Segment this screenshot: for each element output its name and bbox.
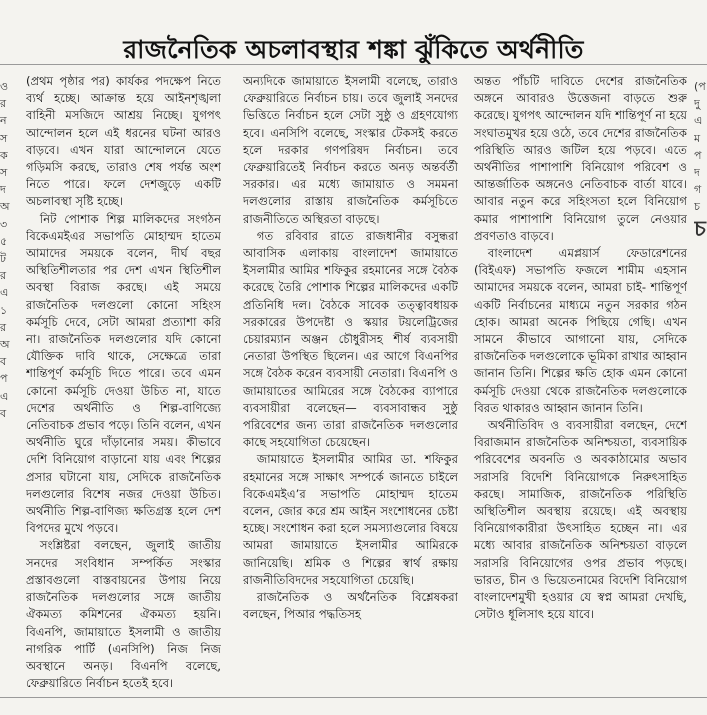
- headline-rule: [0, 64, 707, 65]
- paragraph: গত রবিবার রাতে রাজধানীর বসুন্ধরা আবাসিক এলাকায় বাংলাদেশ জামায়াতে ইসলামীর আমির শফিকুর রহমানের সঙ্গে বৈঠক করেছে তৈরি পোশাক শিল্পের মালিকদের একটি প্রতিনিধি দল। বৈঠকে সাবেক তত্ত্বাবধায়ক সরকারের উপদেষ্টা ও স্কয়ার টয়লেট্রিজের চেয়ারম্যান অঞ্জন চৌধুরীসহ শীর্ষ ব্যবসায়ী নেতারা উপস্থিত ছিলেন। এর আগে বিএনপির সঙ্গে বৈঠক করেন ব্যবসায়ী নেতারা। বিএনপি ও জামায়াতের আমিরের সঙ্গে বৈঠকের ব্যাপারে ব্যবসায়ীরা বলেছেন— ব্যবসাবান্ধব সুষ্ঠু পরিবেশের জন্য তারা রাজনৈতিক দলগুলোর কাছে সহযোগিতা চেয়েছেন।: [243, 228, 458, 450]
- article-column-left: [26, 73, 221, 691]
- footer-rule: [0, 697, 707, 698]
- paragraph: জামায়াতে ইসলামীর আমির ডা. শফিকুর রহমানের সঙ্গে সাক্ষাৎ সম্পর্কে জানতে চাইলে বিকেএমইএ’র সভাপতি মোহাম্মদ হাতেম বলেন, জোর করে শ্রম আইন সংশোধনের চেষ্টা হচ্ছে। সংশোধন করা হলে সমস্যাগুলোর বিষয়ে আমরা জামায়াতে ইসলামীর আমিরকে জানিয়েছি। শ্রমিক ও শিল্পের স্বার্থ রক্ষায় রাজনীতিবিদদের সহযোগিতা চেয়েছি।: [243, 452, 458, 587]
- article-column-right: [474, 73, 687, 691]
- paragraph: অর্থনীতিবিদ ও ব্যবসায়ীরা বলছেন, দেশে বিরাজমান রাজনৈতিক অনিশ্চয়তা, ব্যবসায়িক পরিবেশের অবনতি ও অবকাঠামোর অভাব সরাসরি বিদেশি বিনিয়োগকে নিরুৎসাহিত করছে। সামাজিক, রাজনৈতিক পরিস্থিতি অস্থিতিশীল অবস্থায় রয়েছে। এই অবস্থায় বিনিয়োগকারীরা উৎসাহিত হচ্ছেন না। এর মধ্যে আবার রাজনৈতিক অনিশ্চয়তা বাড়লে সরাসরি বিনিয়োগের ওপর প্রভাব পড়ছে। ভারত, চীন ও ভিয়েতনামের বিদেশি বিনিয়োগ বাংলাদেশমুখী হওয়ার যে স্বপ্ন আমরা দেখছি, সেটাও ধূলিসাৎ হয়ে যাবে।: [474, 418, 687, 622]
- paragraph: রাজনৈতিক ও অর্থনৈতিক বিশ্লেষকরা বলছেন, পিআর পদ্ধতিসহ: [243, 590, 458, 622]
- article-column-middle: [243, 73, 458, 691]
- next-headline-fragment: [0, 700, 707, 715]
- paragraph: বাংলাদেশ এমপ্লয়ার্স ফেডারেশনের (বিইএফ) সভাপতি ফজলে শামীম এহসান আমাদের সময়কে বলেন, আমরা চাই- শান্তিপূর্ণ একটি নির্বাচনের মাধ্যমে নতুন সরকার গঠন হোক। আমরা অনেক পিছিয়ে গেছি। এখন সামনে কীভাবে আগানো যায়, সেদিকে রাজনৈতিক দলগুলোকে ভূমিকা রাখার আহ্বান জানান তিনি। শিল্পের ক্ষতি হোক এমন কোনো কর্মসূচি দেওয়া থেকে রাজনৈতিক দলগুলোকে বিরত থাকারও আহ্বান জানান তিনি।: [474, 246, 687, 415]
- paragraph: সংশ্লিষ্টরা বলছেন, জুলাই জাতীয় সনদের সংবিধান সম্পর্কিত সংস্কার প্রস্তাবগুলো বাস্তবায়নের উপায় নিয়ে রাজনৈতিক দলগুলোর সঙ্গে জাতীয় ঐকমত্য কমিশনের ঐকমত্য হয়নি। বিএনপি, জামায়াতে ইসলামী ও জাতীয় নাগরিক পার্টি (এনসিপি) নিজ নিজ অবস্থানে অনড়। বিএনপি বলেছে, ফেব্রুয়ারিতে নির্বাচন হতেই হবে।: [26, 538, 221, 691]
- paragraph: অন্যদিকে জামায়াতে ইসলামী বলেছে, তারাও ফেব্রুয়ারিতে নির্বাচন চায়। তবে জুলাই সনদের ভিত্তিতে নির্বাচন হলে সেটা সুষ্ঠু ও গ্রহণযোগ্য হবে। এনসিপি বলেছে, সংস্কার টেকসই করতে হলে দরকার গণপরিষদ নির্বাচন। তবে ফেব্রুয়ারিতেই নির্বাচন করতে অনড় অন্তর্বর্তী সরকার। এর মধ্যে জামায়াত ও সমমনা দলগুলোর রাস্তায় রাজনৈতিক কর্মসূচিতে রাজনীতিতে অস্থিরতা বাড়ছে।: [243, 74, 458, 226]
- adjacent-article-right-edge: [694, 78, 707, 244]
- article-headline: রাজনৈতিক অচলাবস্থার শঙ্কা ঝুঁকিতে অর্থনীতি: [123, 35, 584, 64]
- adjacent-article-left-edge: ও র ন স ক স দ অ ৩ ৫ ট র এ ১ র অ ব প এ ব: [0, 80, 10, 420]
- paragraph: অন্তত পাঁচটি দাবিতে দেশের রাজনৈতিক অঙ্গনে আবারও উত্তেজনা বাড়তে শুরু করেছে। যুগপৎ আন্দোলন যদি শান্তিপূর্ণ না হয়ে সংঘাতমুখর হয়ে ওঠে, তবে দেশের রাজনৈতিক পরিস্থিতি আরও জটিল হয়ে পড়বে। এতে অর্থনীতির পাশাপাশি বিনিয়োগ পরিবেশ ও আন্তর্জাতিক অঙ্গনেও নেতিবাচক বার্তা যাবে। আবার নতুন করে সহিংসতা হলে বিনিয়োগ কমার পাশাপাশি বিনিয়োগ তুলে নেওয়ার প্রবণতাও বাড়বে।: [474, 74, 687, 243]
- paragraph: নিট পোশাক শিল্প মালিকদের সংগঠন বিকেএমইএর সভাপতি মোহাম্মদ হাতেম আমাদের সময়কে বলেন, দীর্ঘ বছর অস্থিতিশীলতার পর দেশ এখন স্থিতিশীল অবস্থা বিরাজ করছে। এই সময়ে রাজনৈতিক দলগুলো কোনো সহিংস কর্মসূচি দেবে, সেটা আমরা প্রত্যাশা করি না। রাজনৈতিক দলগুলোর যদি কোনো যৌক্তিক দাবি থাকে, সেক্ষেত্রে তারা শান্তিপূর্ণ কর্মসূচি দিতে পারে। তবে এমন কোনো কর্মসূচি দেওয়া উচিত না, যাতে দেশের অর্থনীতি ও শিল্প-বাণিজ্যে নেতিবাচক প্রভাব পড়ে। তিনি বলেন, এখন অর্থনীতি ঘুরে দাঁড়ানোর সময়। কীভাবে দেশি বিনিয়োগ বাড়ানো যায় এবং শিল্পের প্রসার ঘটানো যায়, সেদিকে রাজনৈতিক দলগুলোর বিশেষ নজর দেওয়া উচিত। অর্থনীতি শিল্প-বাণিজ্য ক্ষতিগ্রস্ত হলে দেশ বিপদের মুখে পড়বে।: [26, 211, 221, 536]
- edge-heading-fragment: চ: [694, 216, 706, 242]
- paragraph: (প্রথম পৃষ্ঠার পর) কার্যকর পদক্ষেপ নিতে ব্যর্থ হচ্ছে। আক্রান্ত হয়ে আইনশৃঙ্খলা বাহিনী মসজিদে আশ্রয় নিচ্ছে। যুগপৎ আন্দোলন হলে এই ধরনের ঘটনা আরও বাড়বে। এখন যারা আন্দোলনে যেতে গড়িমসি করছে, তারাও শেষ পর্যন্ত অংশ নিতে পারে। ফলে দেশজুড়ে একটি অচলাবস্থা সৃষ্টি হচ্ছে।: [26, 74, 221, 209]
- edge-text: (প দু এ ম প দ গ চ: [694, 80, 706, 214]
